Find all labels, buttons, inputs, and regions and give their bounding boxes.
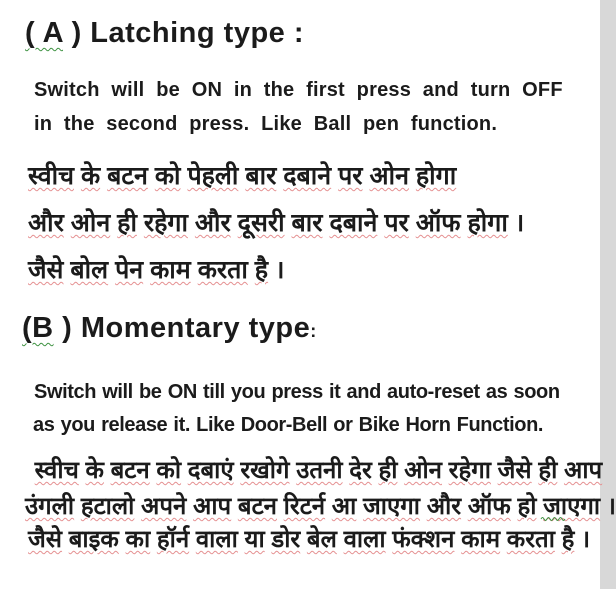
section-b-hindi-line-1: स्वीच के बटन को दबाएं रखोगे उतनी देर ही ओन रहेगा जैसे ही आप	[34, 457, 603, 484]
section-b-hindi-line-3: जैसे बाइक का हॉर्न वाला या डोर बेल वाला फंक्शन काम करता है ।	[28, 526, 591, 553]
section-a-english-line-1: Switch will be ON in the first press and turn OFF	[34, 79, 563, 101]
section-b-english-line-2: as you release it. Like Door-Bell or Bike Horn Function.	[33, 414, 544, 436]
section-a-hindi-line-2: और ओन ही रहेगा और दूसरी बार दबाने पर ऑफ होगा ।	[28, 209, 525, 237]
section-b-hindi-line-2: उंगली हटालो अपने आप बटन रिटर्न आ जाएगा और ऑफ हो जाएगा ।	[25, 493, 616, 520]
section-a-english-line-2: in the second press. Like Ball pen function.	[34, 113, 498, 135]
section-a-heading-rest: ) Latching type :	[63, 17, 305, 49]
section-a-hindi-line-1: स्वीच के बटन को पेहली बार दबाने पर ओन होगा	[28, 162, 457, 190]
section-b-heading-marked: (B	[22, 312, 54, 344]
grammar-squiggle-mark	[541, 515, 565, 521]
section-a-heading	[25, 17, 304, 50]
section-a-heading-marked: ( A	[25, 17, 64, 49]
section-b-english-line-1: Switch will be ON till you press it and auto-reset as soon	[34, 381, 560, 403]
section-b-heading-rest: ) Momentary type	[53, 312, 311, 344]
section-b-heading-colon: :	[310, 321, 317, 341]
section-a-hindi-line-3: जैसे बोल पेन काम करता है ।	[28, 256, 285, 284]
section-b-heading	[22, 312, 316, 345]
